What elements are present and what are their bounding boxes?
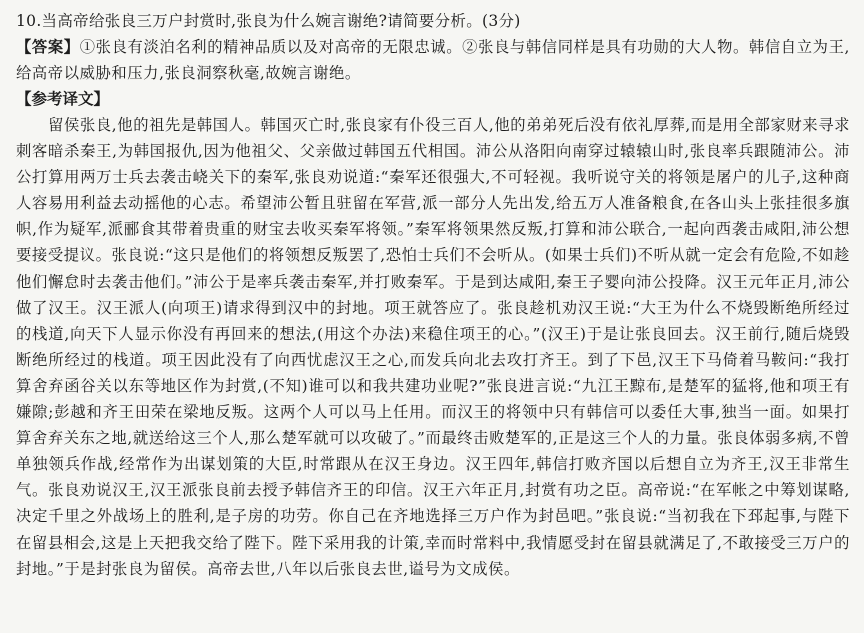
translation-heading: 【参考译文】 <box>16 90 110 108</box>
translation-paragraph: 留侯张良,他的祖先是韩国人。韩国灭亡时,张良家有仆役三百人,他的弟弟死后没有依礼厚葬,而是用全部家财来寻求刺客暗杀秦王,为韩国报仇,因为他祖父、父亲做过韩国五代相国。沛公从洛阳向南穿过辕辕山时,张良率兵跟随沛公。沛公打算用两万士兵去袭击峣关下的秦军,张良劝说道:“秦军还很强大,不可轻视。我听说守关的将领是屠户的儿子,这种商人容易用利益去动摇他的心志。希望沛公暂且驻留在军营,派一部分人先出发,给五万人准备粮食,在各山头上张挂很多旗帜,作为疑军,派郦食其带着贵重的财宝去收买秦军将领。”秦军将领果然反叛,打算和沛公联合,一起向西袭击咸阳,沛公想要接受提议。张良说:“这只是他们的将领想反叛罢了,恐怕士兵们不会听从。(如果士兵们)不听从就一定会有危险,不如趁他们懈怠时去袭击他们。”沛公于是率兵袭击秦军,并打败秦军。于是到达咸阳,秦王子婴向沛公投降。汉王元年正月,沛公做了汉王。汉王派人(向项王)请求得到汉中的封地。项王就答应了。张良趁机劝汉王说:“大王为什么不烧毁断绝所经过的栈道,向天下人显示你没有再回来的想法,(用这个办法)来稳住项王的心。”(汉王)于是让张良回去。汉王前行,随后烧毁断绝所经过的栈道。项王因此没有了向西忧虑汉王之心,而发兵向北去攻打齐王。到了下邑,汉王下马倚着马鞍问:“我打算舍弃函谷关以东等地区作为封赏,(不知)谁可以和我共建功业呢?”张良进言说:“九江王黥布,是楚军的猛将,他和项王有嫌隙;彭越和齐王田荣在梁地反叛。这两个人可以马上任用。而汉王的将领中只有韩信可以委任大事,独当一面。如果打算舍弃关东之地,就送给这三个人,那么楚军就可以攻破了。”而最终击败楚军的,正是这三个人的力量。张良体弱多病,不曾单独领兵作战,经常作为出谋划策的大臣,时常跟从在汉王身边。汉王四年,韩信打败齐国以后想自立为齐王,汉王非常生气。张良劝说汉王,汉王派张良前去授予韩信齐王的印信。汉王六年正月,封赏有功之臣。高帝说:“在军帐之中筹划谋略,决定千里之外战场上的胜利,是子房的功劳。你自己在齐地选择三万户作为封邑吧。”张良说:“当初我在下邳起事,与陛下在留县相会,这是上天把我交给了陛下。陛下采用我的计策,幸而时常料中,我情愿受封在留县就满足了,不敢接受三万户的封地。”于是封张良为留侯。高帝去世,八年以后张良去世,谥号为文成侯。 <box>16 116 850 578</box>
answer-label: 【答案】 <box>16 38 80 56</box>
answer-paragraph <box>16 34 850 86</box>
question-text: 10.当高帝给张良三万户封赏时,张良为什么婉言谢绝?请简要分析。(3分) <box>16 12 521 30</box>
answer-text: ①张良有淡泊名利的精神品质以及对高帝的无限忠诚。②张良与韩信同样是具有功勋的大人物。韩信自立为王,给高帝以威胁和压力,张良洞察秋毫,故婉言谢绝。 <box>16 38 850 82</box>
